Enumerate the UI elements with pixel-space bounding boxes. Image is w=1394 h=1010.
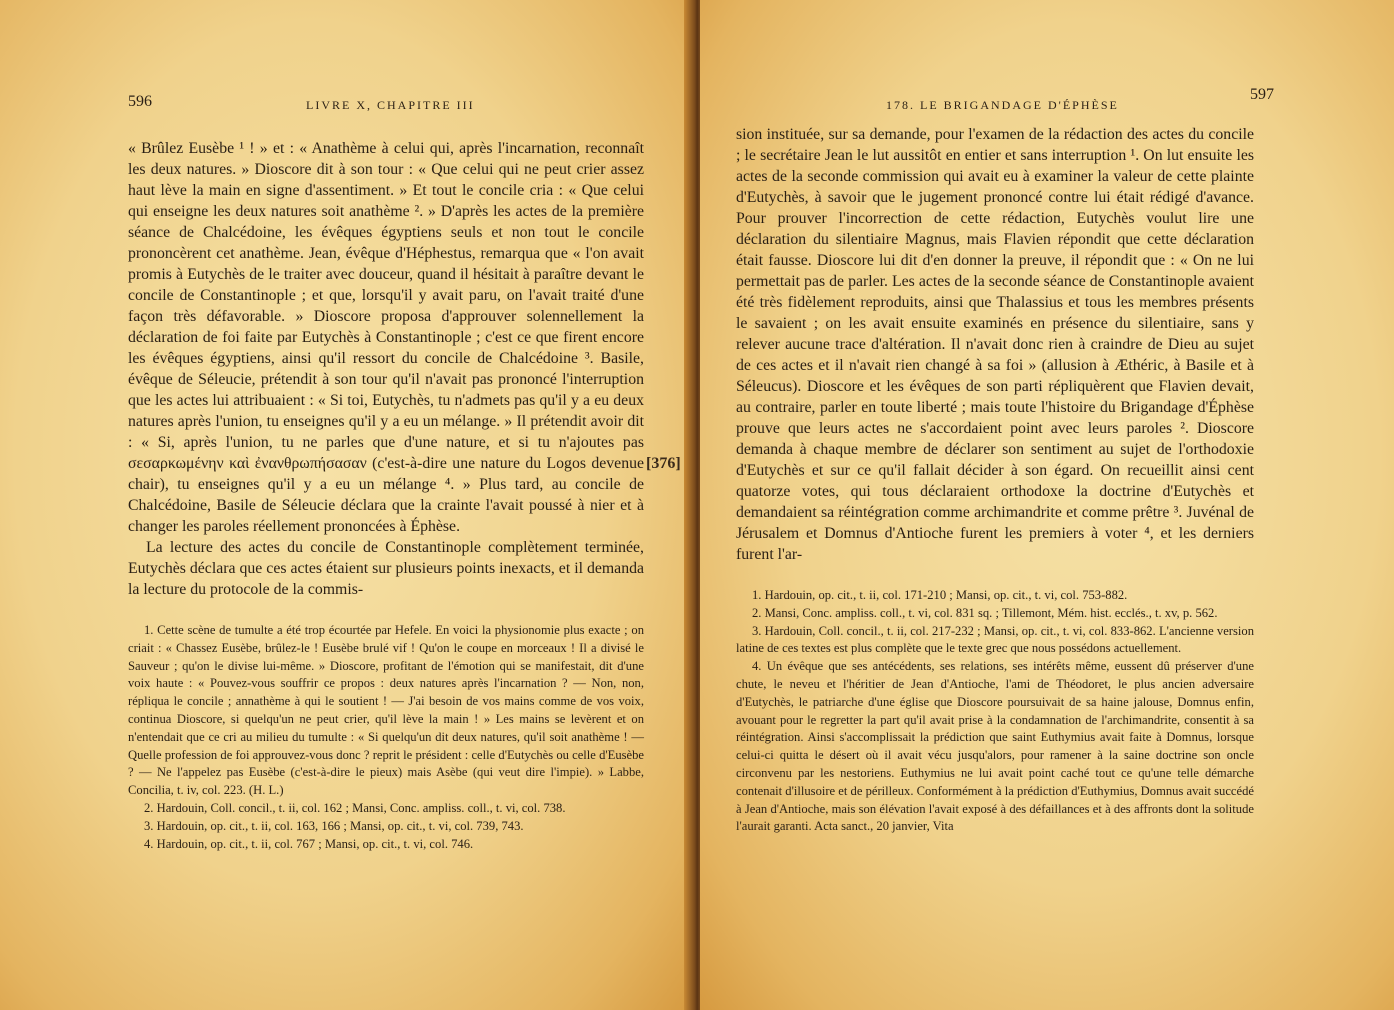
right-footnotes [736,587,1254,836]
left-paragraph-1: « Brûlez Eusèbe ¹ ! » et : « Anathème à celui qui, après l'incarnation, reconnaît les deux natures. » Dioscore dit à son tour : « Que celui qui ne peut crier assez haut lève la main en signe d'assentiment. » Et tout le concile cria : « Que celui qui enseigne les deux natures soit anathème ². » D'après les actes de la première séance de Chalcédoine, les évêques égyptiens seuls et non tout le concile prononcèrent cet anathème. Jean, évêque d'Héphestus, remarqua que « l'on avait promis à Eutychès de le traiter avec douceur, quand il hésitait à paraître devant le concile de Constantinople ; et que, lorsqu'il y avait paru, on l'avait traité d'une façon très défavorable. » Dioscore proposa d'approuver solennellement la déclaration de foi faite par Eutychès à Constantinople ; c'est ce que firent encore les évêques égyptiens, ainsi qu'il ressort du concile de Chalcédoine ³. Basile, évêque de Séleucie, prétendit à son tour qu'il n'avait pas prononcé l'interruption que les actes lui attribuaient : « Si toi, Eutychès, tu n'admets pas qu'il y a eu deux natures après l'union, tu enseignes qu'il y a eu un mélange. » Il prétendit avoir dit : « Si, après l'union, tu ne parles que d'une nature, et si tu n'ajoutes pas σεσαρκωμένην καὶ ἐνανθρωπήσασαν (c'est-à-dire une nature du Logos devenue chair), tu enseignes qu'il y a eu un mélange ⁴. » Plus tard, au concile de Chalcédoine, Basile de Séleucie déclara que la crainte l'avait poussé à nier et à changer les paroles réellement prononcées à Éphèse. [128,140,644,535]
left-footnote-4: 4. Hardouin, op. cit., t. ii, col. 767 ; Mansi, op. cit., t. vi, col. 746. [144,836,474,851]
left-footnote-1: 1. Cette scène de tumulte a été trop écourtée par Hefele. En voici la physionomie plus exacte ; on criait : « Chassez Eusèbe, brûlez-le ! Eusèbe brulé vif ! Qu'on le coupe en morceaux ! Il a divisé le Sauveur ; qu'on le divise lui-même. » Dioscore, profitant de l'émotion qui se manifestait, dit d'une voix haute : « Pouvez-vous souffrir ce propos : deux natures après l'incarnation ? — Non, non, répliqua le concile ; annathème à qui le soutient ! — J'ai besoin de vos mains comme de vos voix, continua Dioscore, si quelqu'un ne peut crier, qu'il lève la main ! » Les mains se levèrent et on n'entendait que ce cri au milieu du tumulte : « Si quelqu'un dit deux natures, qu'il soit anathème ! — Quelle profession de foi approuvez-vous donc ? reprit le président : celle d'Eutychès ou celle d'Eusèbe ? — Ne l'appelez pas Eusèbe (c'est-à-dire le pieux) mais Asèbe (qui veut dire l'impie). » Labbe, Concilia, t. iv, col. 223. (H. L.) [128,623,644,798]
left-folio: 596 [128,93,152,110]
left-footnote-2: 2. Hardouin, Coll. concil., t. ii, col. 162 ; Mansi, Conc. ampliss. coll., t. vi, col. 738. [144,800,566,815]
left-paragraph-2: La lecture des actes du concile de Constantinople complètement terminée, Eutychès déclara que ces actes étaient sur plusieurs points inexacts, et il demanda la lecture du protocole de la commis- [128,539,644,598]
left-running-title: LIVRE X, CHAPITRE III [306,98,475,112]
left-running-head [128,93,644,138]
right-page [700,0,1394,1010]
right-footnote-3: 3. Hardouin, Coll. concil., t. ii, col. 217-232 ; Mansi, op. cit., t. vi, col. 833-862. L'ancienne version latine de ces textes est plus complète que le texte grec que nous possédons actuellement. [736,623,1254,656]
left-footnotes [128,622,644,853]
right-footnote-2: 2. Mansi, Conc. ampliss. coll., t. vi, col. 831 sq. ; Tillemont, Mém. hist. ecclés., t. xv, p. 562. [752,605,1218,620]
right-paragraph-1: sion instituée, sur sa demande, pour l'examen de la rédaction des actes du concile ; le secrétaire Jean le lut aussitôt en entier et sans interruption ¹. On lut ensuite les actes de la seconde commission qui avait eu à examiner la valeur de cette plainte d'Eutychès, à savoir que le jugement prononcé contre lui était rédigé d'avance. Pour prouver l'incorrection de cette rédaction, Eutychès voulut lire une déclaration du silentiaire Magnus, mais Flavien répondit que cette déclaration était fausse. Dioscore lui dit d'en donner la preuve, il répondit que : « On ne lui permettait pas de parler. Les actes de la seconde séance de Constantinople avaient été très fidèlement reproduits, ainsi que Thalassius et tous les membres présents le savaient ; on les avait ensuite examinés en présence du silentiaire, sans y relever aucune trace d'altération. Il n'avait donc rien à craindre de Dieu au sujet de ces actes et il n'avait rien changé à sa foi » (allusion à Æthéric, à Basile et à Séleucus). Dioscore et les évêques de son parti répliquèrent que Flavien devait, au contraire, parler en toute liberté ; mais toute l'histoire du Brigandage d'Éphèse prouve que leurs actes ne s'accordaient point avec leurs paroles ². Dioscore demanda à chaque membre de déclarer son sentiment au sujet de l'orthodoxie d'Eutychès et sur ce qu'il fallait décider à son égard. On recueillit ainsi cent quatorze votes, qui tous déclaraient orthodoxe la doctrine d'Eutychès et demandaient sa réintégration comme archimandrite et comme prêtre ³. Juvénal de Jérusalem et Domnus d'Antioche furent les premiers à voter ⁴, et les derniers furent l'ar- [736,126,1254,563]
right-folio: 597 [1250,86,1274,103]
left-footnote-3: 3. Hardouin, op. cit., t. ii, col. 163, 166 ; Mansi, op. cit., t. vi, col. 739, 743. [144,818,524,833]
left-body-text [128,138,644,600]
right-body-text [736,124,1254,565]
right-running-head [736,86,1274,138]
right-running-title: 178. LE BRIGANDAGE D'ÉPHÈSE [886,98,1119,112]
left-page [0,0,692,1010]
marginal-page-number: [376] [646,455,681,472]
right-footnote-1: 1. Hardouin, op. cit., t. ii, col. 171-210 ; Mansi, op. cit., t. vi, col. 753-882. [752,588,1128,602]
right-footnote-4: 4. Un évêque que ses antécédents, ses relations, ses intérêts même, eussent dû préserver d'une chute, le neveu et l'héritier de Jean d'Antioche, l'ami de Théodoret, le plus ancien adversaire d'Eutychès, le patriarche d'une église que Dioscore poursuivait de sa haine jalouse, Domnus enfin, avouant pour le regretter la part qu'il avait prise à la condamnation de l'archimandrite, consentit à sa réintégration. Ainsi s'accomplissait la prédiction que saint Euthymius avait faite à Domnus, lorsque celui-ci quitta le désert où il avait vécu jusqu'alors, pour ramener à la saine doctrine son oncle circonvenu par les nestoriens. Euthymius ne lui avait point caché tout ce qu'une telle démarche contenait d'illusoire et de périlleux. Conformément à la prédiction d'Euthymius, Domnus avait succédé à Jean d'Antioche, mais son élévation l'avait exposé à des défaillances et à des affronts dont la solitude l'aurait garanti. Acta sanct., 20 janvier, Vita [736,659,1254,834]
